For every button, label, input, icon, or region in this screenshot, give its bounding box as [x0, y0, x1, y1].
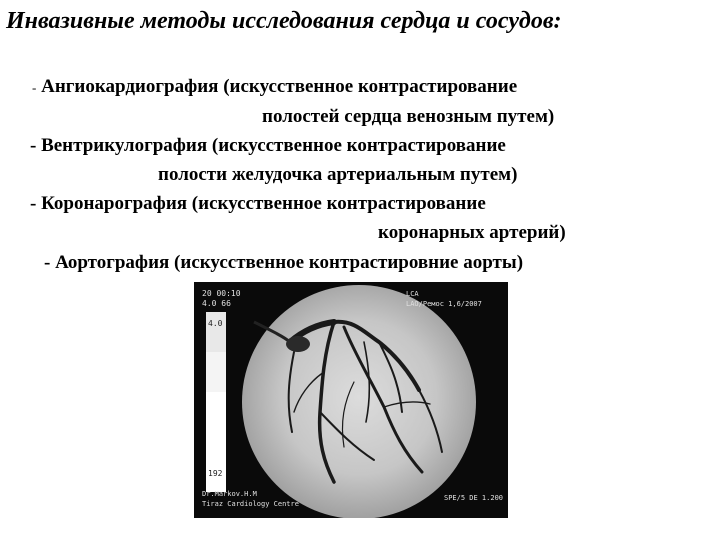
item-angiocardiography-text: Ангиокардиография (искусственное контрастирование [36, 76, 518, 97]
overlay-side-value: 4.0 [208, 319, 223, 328]
angiogram-svg [194, 282, 508, 518]
coronary-angiogram-image [194, 282, 508, 518]
overlay-bottom-right: SPE/5 DE 1.200 [444, 494, 504, 502]
item-dash: - [32, 80, 37, 95]
item-ventriculography-line1: - Вентрикулография (искусственное контрастирование [30, 135, 506, 156]
item-ventriculography-line2: полости желудочка артериальным путем) [158, 164, 518, 185]
item-coronarography-line1: - Коронарография (искусственное контрастирование [30, 193, 486, 214]
overlay-top-right-2: LAO/Ремос 1,6/2007 [406, 300, 482, 308]
overlay-bottom-left-1: Dr.Markov.H.M [202, 490, 257, 498]
fluoroscopy-field [242, 285, 476, 518]
item-aortography-line1: - Аортография (искусственное контрастировние аорты) [44, 252, 524, 273]
overlay-top-right-1: LCA [406, 290, 419, 298]
grayscale-step [206, 312, 226, 352]
overlay-top-left-1: 20 00:10 [202, 289, 241, 298]
aortic-root [286, 336, 310, 352]
overlay-top-left-2: 4.0 66 [202, 299, 231, 308]
grayscale-step [206, 352, 226, 392]
slide-title: Инвазивные методы исследования сердца и сосудов: [6, 8, 562, 34]
item-coronarography-line2: коронарных артерий) [378, 222, 566, 243]
item-angiocardiography-line2: полостей сердца венозным путем) [262, 106, 555, 127]
overlay-bottom-value: 192 [208, 469, 223, 478]
item-angiocardiography-line1 [32, 76, 517, 99]
overlay-bottom-left-2: Tiraz Cardiology Centre [202, 500, 299, 508]
